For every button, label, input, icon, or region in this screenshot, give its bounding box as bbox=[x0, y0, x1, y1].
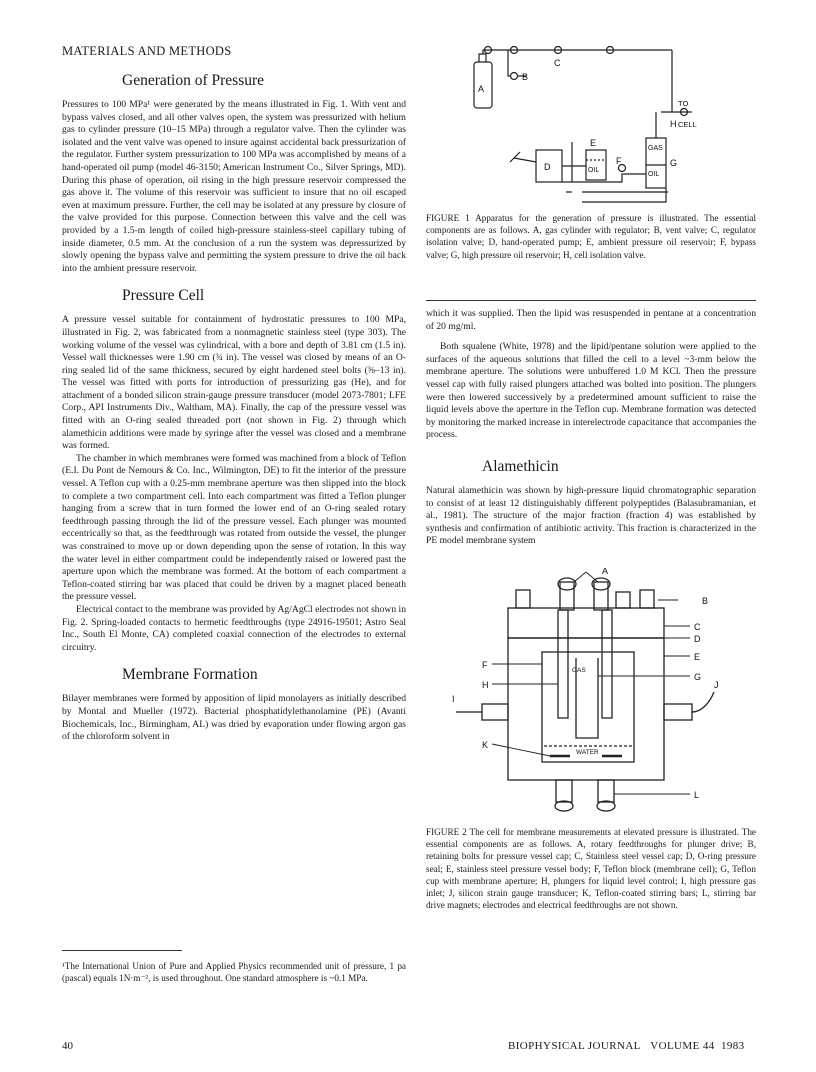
journal-name: BIOPHYSICAL JOURNAL bbox=[508, 1040, 641, 1052]
pressure-cell-paragraph-3: Electrical contact to the membrane was provided by Ag/AgCl electrodes not shown in Fig. 2. Spring-loaded contacts to hermetic feedthroughs (type 24916-19501; Astro Seal Inc., South El Monte, CA) completed coaxial connection of the electrodes to external circuitry. bbox=[62, 603, 406, 653]
label-g: G bbox=[694, 672, 702, 682]
vessel-cap bbox=[508, 608, 664, 638]
plunger-right bbox=[602, 610, 612, 718]
page-number: 40 bbox=[62, 1040, 73, 1052]
rotary-feedthrough-left bbox=[560, 582, 574, 610]
gas-inlet-i bbox=[482, 704, 508, 720]
membrane-formation-paragraph: Bilayer membranes were formed by apposition of lipid monolayers as initially described by Montal and Mueller (1972). Bacterial phosphatidylethanolamine (PE) (Avanti Biochemicals, Inc., Birmingham, AL) was dried by evaporation under flowing argon gas of the chloroform solvent in bbox=[62, 693, 406, 743]
vessel-body bbox=[508, 638, 664, 780]
label-i: I bbox=[452, 694, 455, 704]
label-c: C bbox=[694, 622, 701, 632]
label-to: TO bbox=[678, 99, 689, 108]
label-oil-ambient: OIL bbox=[588, 167, 600, 174]
footnote-text: ¹The International Union of Pure and Applied Physics recommended unit of pressure, 1 pa (pascal) equals 1N·m⁻², is used throughout. One standard atmosphere is ~0.1 MPa. bbox=[62, 961, 406, 984]
label-h: H bbox=[482, 680, 489, 690]
label-d: D bbox=[544, 162, 551, 172]
vent-valve-b bbox=[511, 73, 518, 80]
alamethicin-paragraph: Natural alamethicin was shown by high-pressure liquid chromatographic separation to consist of at least 12 distinguishably different polypeptides (Balasubramanian, et al., 1981). The structure of the major fraction (fraction 4) was established by synthesis and confirmation of antibiotic activity. This fraction is characterized in the PE model membrane system bbox=[426, 484, 756, 547]
right-column bbox=[426, 308, 756, 548]
rotary-feedthrough-right bbox=[594, 582, 608, 610]
label-a: A bbox=[478, 84, 485, 94]
pressure-cell-paragraph-1: A pressure vessel suitable for containment of hydrostatic pressures to 100 MPa, illustrated in Fig. 2, was fabricated from a nonmagnetic stainless steel (type 303). The working volume of the vessel was cylindrical, with a bore and depth of 3.81 cm (1.5 in). Vessel wall thicknesses were 1.90 cm (¾ in). The vessel was closed by means of an O-ring sealed lid of the same thickness, secured by eight hardened steel bolts (⅜–13 in). The vessel was fitted with ports for introduction of pressurizing gas (He), and for attachment of a bonded silicon strain-gauge pressure transducer (model 2073-7801; LFE Corp., API Instruments Div., Waltham, MA). Finally, the cap of the pressure vessel was fitted with an O-ring sealed threaded port (not shown in Fig. 2) through which alamethicin additions were made by syringe after the vessel was closed and a membrane was formed. bbox=[62, 314, 406, 452]
heading-alamethicin: Alamethicin bbox=[482, 457, 559, 475]
label-b: B bbox=[522, 72, 529, 82]
squalene-paragraph: Both squalene (White, 1978) and the lipid/pentane solution were applied to the surfaces of the aqueous solutions that filled the cell to a level ~3-mm below the membrane aperture. The solutions were unbuffered 1.0 M KCl. Then the pressure vessel cap with fully raised plungers attached was bolted into position. The plungers were then lowered successively by a predetermined amount sufficient to raise the liquid levels above the aperture in the Teflon cup. Membrane formation was detected by monitoring the marked increase in interelectrode capacitance that accompanies the process. bbox=[426, 341, 756, 441]
label-k: K bbox=[482, 740, 489, 750]
label-gas: GAS bbox=[572, 667, 586, 674]
label-f: F bbox=[616, 156, 622, 166]
figure-1-caption bbox=[426, 212, 756, 261]
label-e: E bbox=[694, 652, 701, 662]
figure-2-caption bbox=[426, 826, 756, 911]
footnote-rule bbox=[62, 950, 182, 951]
figure-2-caption-text: FIGURE 2 The cell for membrane measurements at elevated pressure is illustrated. The essential components are as follows. A, rotary feedthroughs for plunger drive; B, retaining bolts for pressure vessel cap; C, Stainless steel vessel cap; D, O-ring pressure seal; E, stainless steel pressure vessel body; F, Teflon block (membrane cell); G, Teflon cup with membrane aperture; H, plungers for liquid level control; I, high pressure gas inlet; J, silicon strain gauge transducer; K, Teflon-coated stirring bars; L, stirring bar drive magnets; electrodes and electrical feedthroughs are not shown. bbox=[426, 827, 756, 911]
label-gas: GAS bbox=[648, 145, 663, 152]
figure-1-caption-text: FIGURE 1 Apparatus for the generation of pressure is illustrated. The essential components are as follows. A, gas cylinder with regulator; B, vent valve; C, regulator isolation valve; D, hand-operated pump; E, ambient pressure oil reservoir; F, bypass valve; G, high pressure oil reservoir; H, cell isolation valve. bbox=[426, 213, 756, 260]
label-h: H bbox=[670, 119, 677, 129]
footnote bbox=[62, 960, 406, 984]
plunger-left bbox=[558, 610, 568, 718]
figure-2-diagram bbox=[452, 568, 732, 818]
label-e: E bbox=[590, 138, 597, 148]
label-j: J bbox=[714, 680, 719, 690]
generation-paragraph: Pressures to 100 MPa¹ were generated by the means illustrated in Fig. 1. With vent and bypass valves closed, and all other valves open, the system was pressurized with helium gas to cylinder pressure (10–15 MPa) through a regulator valve. Then the cylinder was isolated and the vent valve was opened to insure against accidental back pressurization of the regulator. Further system pressurization to 100 MPa was accomplished by means of a hand-operated oil pump (model 46-3150; American Instrument Co., Silver Springs, MD). During this phase of operation, oil rising in the high pressure reservoir compressed the gas above it. The volume of this reservoir was sufficient to insure that no oil escaped even at maximum pressure. Further, the cell may be isolated at any pressure by closure of the valve provided for this purpose. Connection between this valve and the cell was provided by a 1.5-m length of coiled high-pressure stainless-steel capillary tubing of inside diameter, 0.5 mm. At the conclusion of a run the system was depressurized by slowly opening the bypass valve and permitting the system pressure to drive the oil back into the ambient pressure reservoir. bbox=[62, 99, 406, 274]
label-l: L bbox=[694, 790, 700, 800]
label-c: C bbox=[554, 58, 561, 68]
label-b: B bbox=[702, 596, 709, 606]
journal-year: 1983 bbox=[720, 1040, 745, 1052]
retaining-bolt bbox=[640, 590, 654, 608]
pressure-cell-paragraph-2: The chamber in which membranes were formed was machined from a block of Teflon (E.I. Du Pont de Nemours & Co. Inc., Wilmington, DE) to fit the interior of the pressure vessel. A Teflon cup with a 0.25-mm membrane aperture was then slipped into the block to complete a two compartment cell. Into each compartment was fitted a Teflon plunger hanging from a screw that in turn formed the lower end of an O-ring sealed rotary feedthrough passing through the lid of the pressure vessel. Each plunger was mounted eccentrically so that, as the feedthrough was rotated from outside the vessel, the plunger was constrained to move up or down depending upon the sense of rotation. In this way the water level in either compartment could be independently raised or lowered past the aperture upon which the membrane was formed. At the bottom of each compartment a Teflon-coated stirring bar was placed that could be driven by a magnet placed beneath the pressure vessel. bbox=[62, 452, 406, 603]
magnet-left bbox=[556, 780, 572, 802]
label-water: WATER bbox=[576, 749, 599, 756]
ambient-reservoir-e bbox=[586, 150, 606, 180]
heading-pressure-cell: Pressure Cell bbox=[122, 287, 205, 305]
figure-1-rule bbox=[426, 300, 756, 301]
label-a: A bbox=[602, 568, 609, 576]
label-cell: CELL bbox=[678, 120, 697, 129]
transducer-j bbox=[664, 704, 692, 720]
label-g: G bbox=[670, 158, 678, 168]
label-f: F bbox=[482, 660, 488, 670]
section-title: MATERIALS AND METHODS bbox=[62, 44, 232, 58]
label-d: D bbox=[694, 634, 701, 644]
heading-generation-of-pressure: Generation of Pressure bbox=[122, 72, 265, 89]
label-oil-high: OIL bbox=[648, 171, 660, 178]
magnet-right bbox=[598, 780, 614, 802]
left-column bbox=[62, 44, 406, 744]
heading-membrane-formation: Membrane Formation bbox=[122, 666, 258, 684]
figure-1-diagram bbox=[462, 42, 710, 210]
continuation-paragraph: which it was supplied. Then the lipid was resuspended in pentane at a concentration of 20 mg/ml. bbox=[426, 308, 756, 332]
journal-footer bbox=[508, 1040, 745, 1052]
journal-volume: VOLUME 44 bbox=[650, 1040, 715, 1052]
